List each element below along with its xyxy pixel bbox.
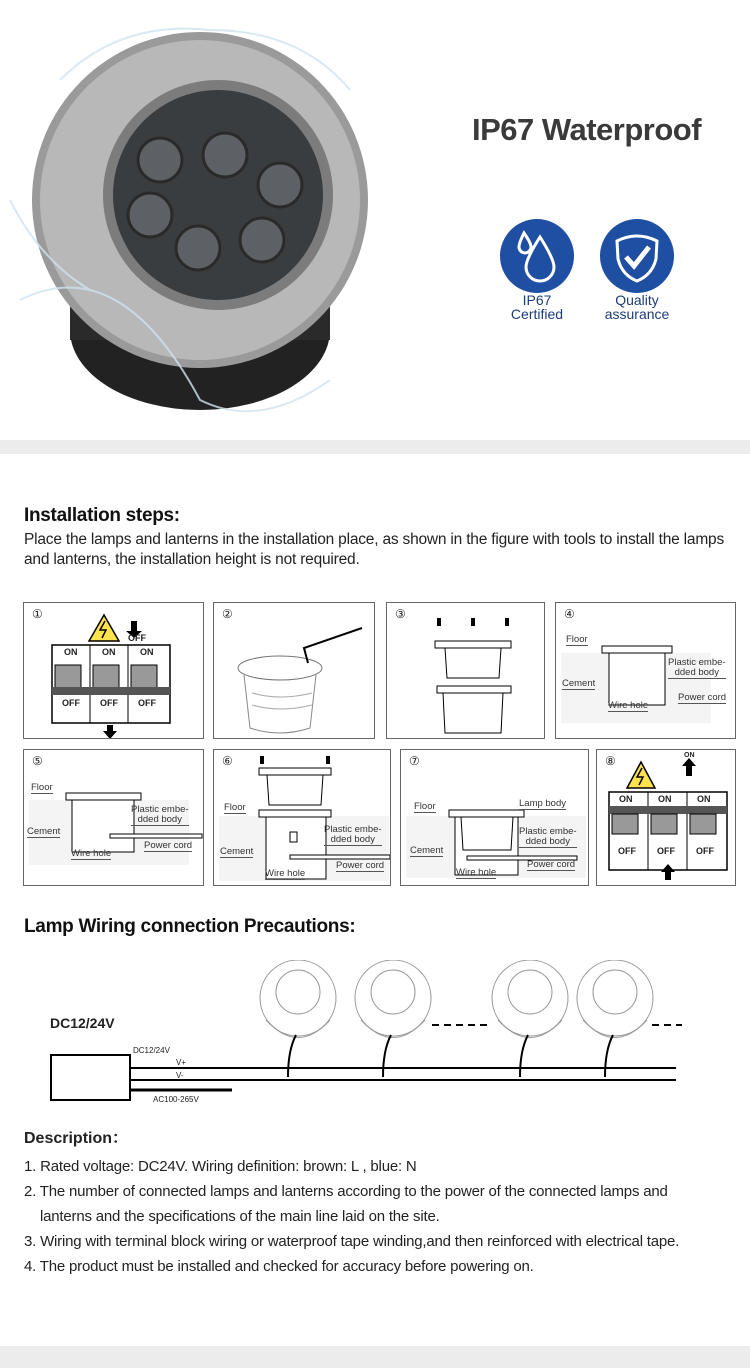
step-number: ⑥: [222, 754, 233, 768]
step-number: ⑧: [605, 754, 616, 768]
step-number: ⑦: [409, 754, 420, 768]
water-drop-icon: [500, 219, 574, 293]
step-number: ⑤: [32, 754, 43, 768]
step-4-panel: ④ Floor Plastic embe- dded body Cement Power cord Wire hole: [555, 602, 736, 739]
breaker-switch-on-diagram: [597, 750, 736, 886]
lamp-with-wrench-diagram: [214, 603, 375, 739]
wiring-diagram: DC12/24V DC12/24V V+ V- AC100-265V: [0, 960, 750, 1110]
step-2-panel: [213, 602, 375, 739]
description-heading: Description：: [24, 1130, 129, 1147]
section-divider: [0, 440, 750, 454]
step-1-panel: ① OFF ON ON ON OFF OFF OFF: [23, 602, 204, 739]
step-7-panel: ⑦ Floor Lamp body Plastic embe- dded body Cement Power cord Wire hole: [400, 749, 589, 886]
step-6-panel: ⑥ Floor Plastic embe- dded body Cement Power cord Wire hole: [213, 749, 391, 886]
step-number: ②: [222, 607, 233, 621]
wiring-heading: Lamp Wiring connection Precautions:: [24, 916, 356, 937]
step-8-panel: ⑧ ON ON ON ON OFF OFF OFF: [596, 749, 736, 886]
hero-title: IP67 Waterproof: [472, 112, 702, 147]
breaker-switch-off-diagram: [24, 603, 204, 739]
description-item: 4. The product must be installed and checked for accuracy before powering on.: [24, 1258, 534, 1275]
bottom-divider: [0, 1346, 750, 1368]
description-item: 2. The number of connected lamps and lanterns according to the power of the connected lamps and: [24, 1183, 668, 1200]
lamp-into-embedded-body-diagram: [387, 603, 545, 739]
description-item: lanterns and the specifications of the main line laid on the site.: [40, 1208, 440, 1225]
step-number: ①: [32, 607, 43, 621]
step-number: ③: [395, 607, 406, 621]
badge-label-quality: Quality assurance: [604, 292, 670, 322]
installation-heading: Installation steps:: [24, 505, 180, 526]
description-item: 3. Wiring with terminal block wiring or waterproof tape winding,and then reinforced with electrical tape.: [24, 1233, 680, 1250]
description-item: 1. Rated voltage: DC24V. Wiring definition: brown: L , blue: N: [24, 1158, 417, 1175]
badge-label-ip67: IP67 Certified: [510, 292, 564, 322]
step-number: ④: [564, 607, 575, 621]
step-3-panel: [386, 602, 545, 739]
shield-check-icon: [600, 219, 674, 293]
description: [24, 1125, 744, 1279]
step-5-panel: ⑤ Floor Plastic embe- dded body Cement Power cord Wire hole: [23, 749, 204, 886]
installation-text: Place the lamps and lanterns in the installation place, as shown in the figure with tools to install the lamps and lanterns, the installation height is not required.: [24, 531, 725, 568]
product-image: [0, 0, 460, 430]
